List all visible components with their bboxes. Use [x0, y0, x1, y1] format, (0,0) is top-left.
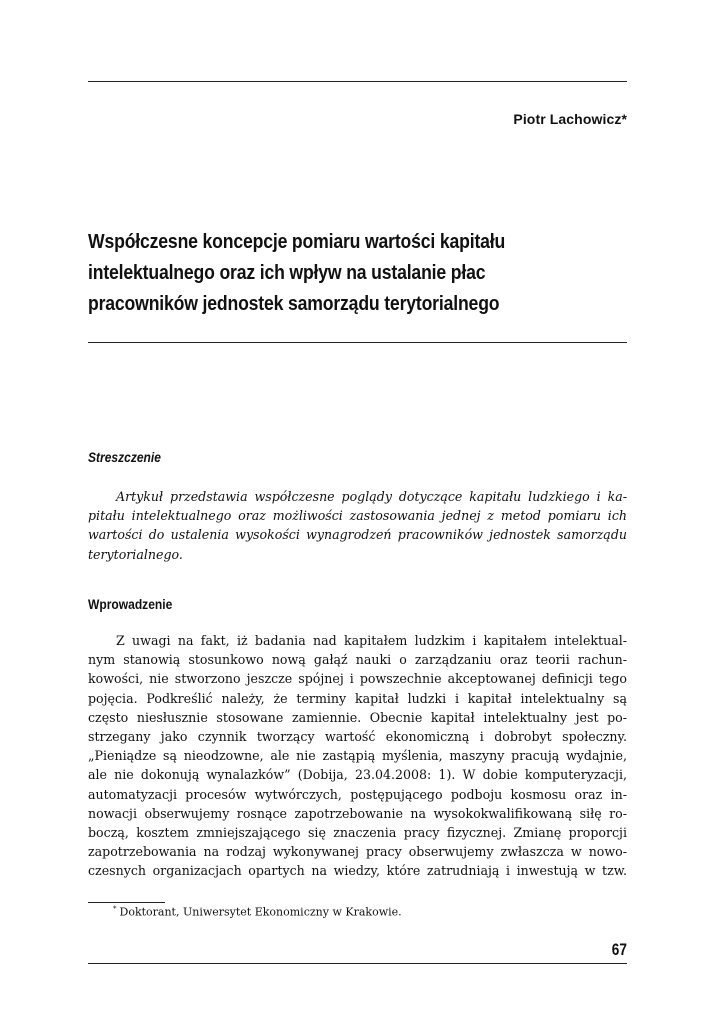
- title-rule: [88, 342, 627, 343]
- page-number: 67: [611, 940, 627, 959]
- introduction-paragraph: [88, 631, 627, 880]
- introduction-line: pojęcia. Podkreślić należy, że terminy kapitał ludzki i kapitał intelektualny są: [88, 690, 627, 706]
- introduction-line: Z uwagi na fakt, iż badania nad kapitałem ludzkim i kapitałem intelektual-: [116, 633, 627, 648]
- abstract-line: terytorialnego.: [88, 546, 183, 562]
- abstract-line: Artykuł przedstawia współczesne poglądy dotyczące kapitału ludzkiego i ka-: [116, 489, 627, 504]
- bottom-rule: [88, 963, 627, 964]
- introduction-line: kowości, nie stworzono jeszcze spójnej i powszechnie akceptowanej definicji tego: [88, 671, 627, 687]
- introduction-line: „Pieniądze są nieodzowne, ale nie zastąpią myślenia, maszyny pracują wydajnie,: [88, 748, 627, 764]
- title-line: Współczesne koncepcje pomiaru wartości kapitału: [88, 230, 506, 253]
- introduction-line: nym stanowią stosunkowo nową gałąź nauki o zarządzaniu oraz teorii rachun-: [88, 652, 627, 668]
- footnote-marker: *: [113, 905, 117, 913]
- introduction-line: boczą, kosztem zmniejszającego się znaczenia pracy fizycznej. Zmianę proporcji: [88, 824, 627, 840]
- article-title: [88, 226, 570, 319]
- title-line: pracowników jednostek samorządu terytorialnego: [88, 292, 500, 315]
- introduction-line: strzegany jako czynnik tworzący wartość ekonomiczną i dobrobyt społeczny.: [88, 728, 627, 744]
- top-rule: [88, 81, 627, 82]
- abstract-paragraph: [88, 487, 627, 564]
- introduction-line: automatyzacji procesów wytwórczych, postępującego podboju kosmosu oraz in-: [88, 786, 627, 802]
- introduction-line: często niesłusznie stosowane zamiennie. Obecnie kapitał intelektualny jest po-: [88, 709, 627, 725]
- introduction-line: czesnych organizacjach opartych na wiedzy, które zatrudniają i inwestują w tzw.: [88, 863, 627, 879]
- introduction-line: zapotrzebowania na rodzaj wykonywanej pracy obserwujemy zwłaszcza w nowo-: [88, 844, 627, 860]
- introduction-heading: Wprowadzenie: [88, 596, 173, 612]
- title-line: intelektualnego oraz ich wpływ na ustalanie płac: [88, 261, 486, 284]
- abstract-heading: Streszczenie: [88, 449, 161, 465]
- footnote-text: Doktorant, Uniwersytet Ekonomiczny w Krakowie.: [119, 905, 402, 919]
- introduction-line: nowacji obserwujemy rosnące zapotrzebowanie na wysokokwalifikowaną siłę ro-: [88, 805, 627, 821]
- footnote-rule: [88, 902, 165, 903]
- author-name: Piotr Lachowicz*: [513, 111, 627, 127]
- introduction-line: ale nie dokonują wynalazków” (Dobija, 23.04.2008: 1). W dobie komputeryzacji,: [88, 767, 627, 783]
- footnote: [113, 905, 402, 919]
- abstract-line: pitału intelektualnego oraz możliwości zastosowania jednej z metod pomiaru ich: [88, 508, 627, 524]
- abstract-line: wartości do ustalenia wysokości wynagrodzeń pracowników jednostek samorządu: [88, 527, 627, 543]
